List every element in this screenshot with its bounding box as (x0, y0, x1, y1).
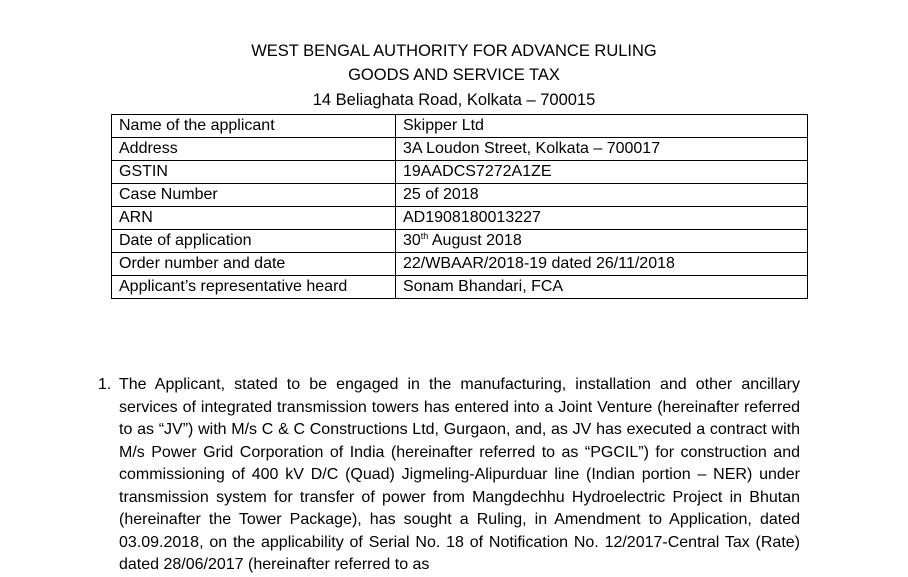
table-row (112, 253, 808, 276)
date-day: 30 (403, 232, 421, 249)
row-value: 22/WBAAR/2018-19 dated 26/11/2018 (396, 253, 808, 276)
row-label: Address (112, 138, 396, 161)
row-label: ARN (112, 207, 396, 230)
case-details-table (111, 114, 808, 299)
row-value: AD1908180013227 (396, 207, 808, 230)
authority-title: WEST BENGAL AUTHORITY FOR ADVANCE RULING (251, 42, 657, 60)
paragraph-text: The Applicant, stated to be engaged in the manufacturing, installation and other ancillary services of integrated transmission towers has entered into a Joint Venture (hereinafter referred to as “JV”) with M/s C & C Constructions Ltd, Gurgaon, and, as JV has executed a contract with M/s Power Grid Corporation of India (hereinafter referred to as “PGCIL”) for construction and commissioning of 400 kV D/C (Quad) Jigmeling-Alipurduar line (Indian portion – NER) under transmission system for transfer of power from Mangdechhu Hydroelectric Project in Bhutan (hereinafter the Tower Package), has sought a Ruling, in Amendment to Application, dated 03.09.2018, on the applicability of Serial No. 18 of Notification No. 12/2017-Central Tax (Rate) dated 28/06/2017 (hereinafter referred to as (119, 376, 800, 573)
row-value: 19AADCS7272A1ZE (396, 161, 808, 184)
row-value: Sonam Bhandari, FCA (396, 276, 808, 299)
table-row (112, 230, 808, 253)
row-value: Skipper Ltd (396, 115, 808, 138)
row-label: Name of the applicant (112, 115, 396, 138)
row-label: Order number and date (112, 253, 396, 276)
date-ordinal-suffix: th (420, 231, 429, 241)
table-row (112, 276, 808, 299)
row-value: 3A Loudon Street, Kolkata – 700017 (396, 138, 808, 161)
date-month-year: August 2018 (428, 232, 522, 249)
row-value (396, 230, 808, 253)
row-label: Case Number (112, 184, 396, 207)
row-label: GSTIN (112, 161, 396, 184)
row-value: 25 of 2018 (396, 184, 808, 207)
table-row (112, 161, 808, 184)
row-label: Applicant’s representative heard (112, 276, 396, 299)
paragraph-number: 1. (98, 376, 112, 393)
paragraph-1 (98, 374, 800, 577)
table-row (112, 184, 808, 207)
table-row (112, 115, 808, 138)
tax-subtitle: GOODS AND SERVICE TAX (348, 66, 560, 84)
table-row (112, 138, 808, 161)
row-label: Date of application (112, 230, 396, 253)
authority-address: 14 Beliaghata Road, Kolkata – 700015 (312, 91, 596, 109)
table-row (112, 207, 808, 230)
